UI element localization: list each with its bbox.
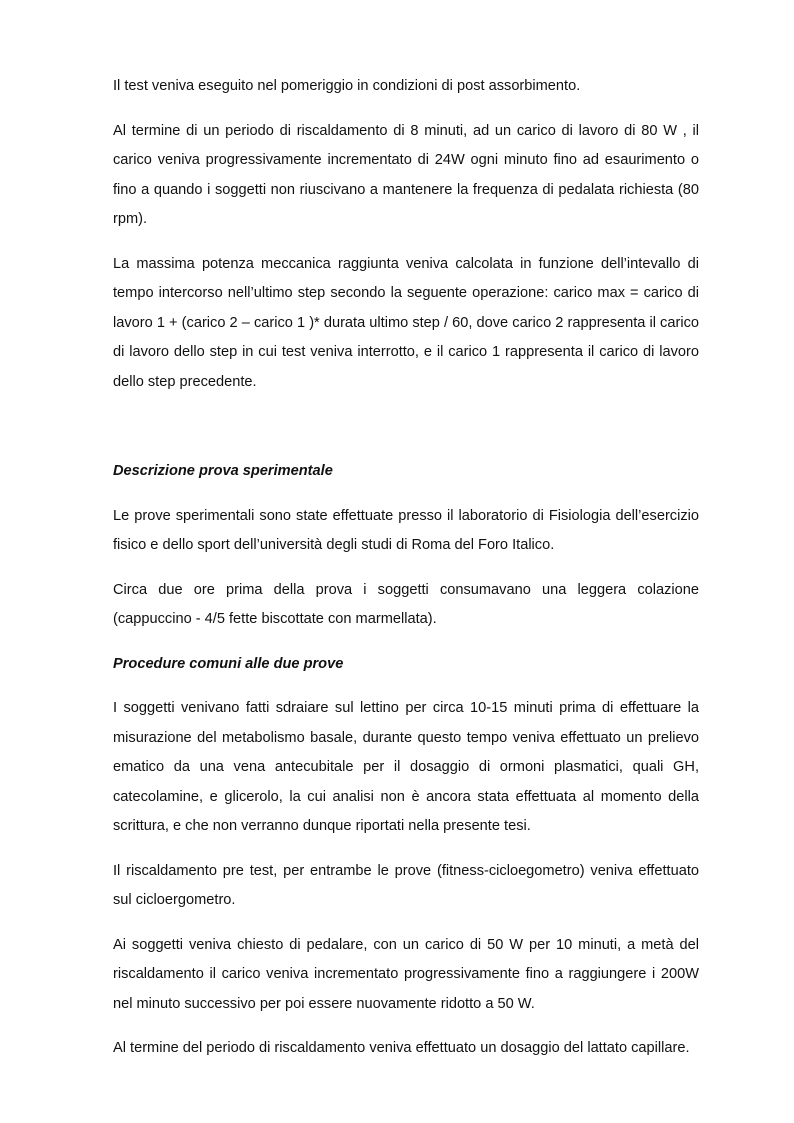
paragraph-pretest-warmup: Il riscaldamento pre test, per entrambe le prove (fitness-cicloegometro) veniva effettuato sul cicloergometro. (113, 862, 699, 908)
section-heading-procedure: Procedure comuni alle due prove (113, 655, 344, 672)
paragraph-warmup-protocol: Al termine di un periodo di riscaldamento di 8 minuti, ad un carico di lavoro di 80 W , il carico veniva progressivamente incrementato di 24W ogni minuto fino ad esaurimento o fino a quando i soggetti non riuscivano a mantenere la frequenza di pedalata richiesta (80 rpm). (113, 122, 699, 227)
paragraph-breakfast: Circa due ore prima della prova i soggetti consumavano una leggera colazione (cappuccino - 4/5 fette biscottate con marmellata). (113, 581, 699, 627)
paragraph-test-timing: Il test veniva eseguito nel pomeriggio in condizioni di post assorbimento. (113, 78, 581, 94)
section-heading-descrizione: Descrizione prova sperimentale (113, 463, 333, 479)
paragraph-basal-metabolism: I soggetti venivano fatti sdraiare sul lettino per circa 10-15 minuti prima di effettuare la misurazione del metabolismo basale, durante questo tempo veniva effettuato un prelievo ematico da una vena antecubitale per il dosaggio di ormoni plasmatici, quali GH, catecolamine, e glicerolo, la cui analisi non è ancora stata effettuata al momento della scrittura, e che non verranno dunque riportati nella presente tesi. (113, 700, 699, 834)
paragraph-max-power-calc: La massima potenza meccanica raggiunta veniva calcolata in funzione dell’intevallo di tempo intercorso nell’ultimo step secondo la seguente operazione: carico max = carico di lavoro 1 + (carico 2 – carico 1 )* durata ultimo step / 60, dove carico 2 rappresenta il carico di lavoro dello step in cui test veniva interrotto, e il carico 1 rappresenta il carico di lavoro dello step precedente. (113, 255, 699, 390)
document-page (113, 72, 699, 1079)
paragraph-pedaling-load: Ai soggetti veniva chiesto di pedalare, con un carico di 50 W per 10 minuti, a metà del riscaldamento il carico veniva incrementato progressivamente fino a raggiungere i 200W nel minuto successivo per poi essere nuovamente ridotto a 50 W. (113, 936, 699, 1012)
paragraph-lactate: Al termine del periodo di riscaldamento veniva effettuato un dosaggio del lattato capillare. (113, 1040, 690, 1056)
section-spacer (113, 412, 699, 457)
paragraph-laboratory: Le prove sperimentali sono state effettuate presso il laboratorio di Fisiologia dell’esercizio fisico e dello sport dell’università degli studi di Roma del Foro Italico. (113, 507, 699, 553)
